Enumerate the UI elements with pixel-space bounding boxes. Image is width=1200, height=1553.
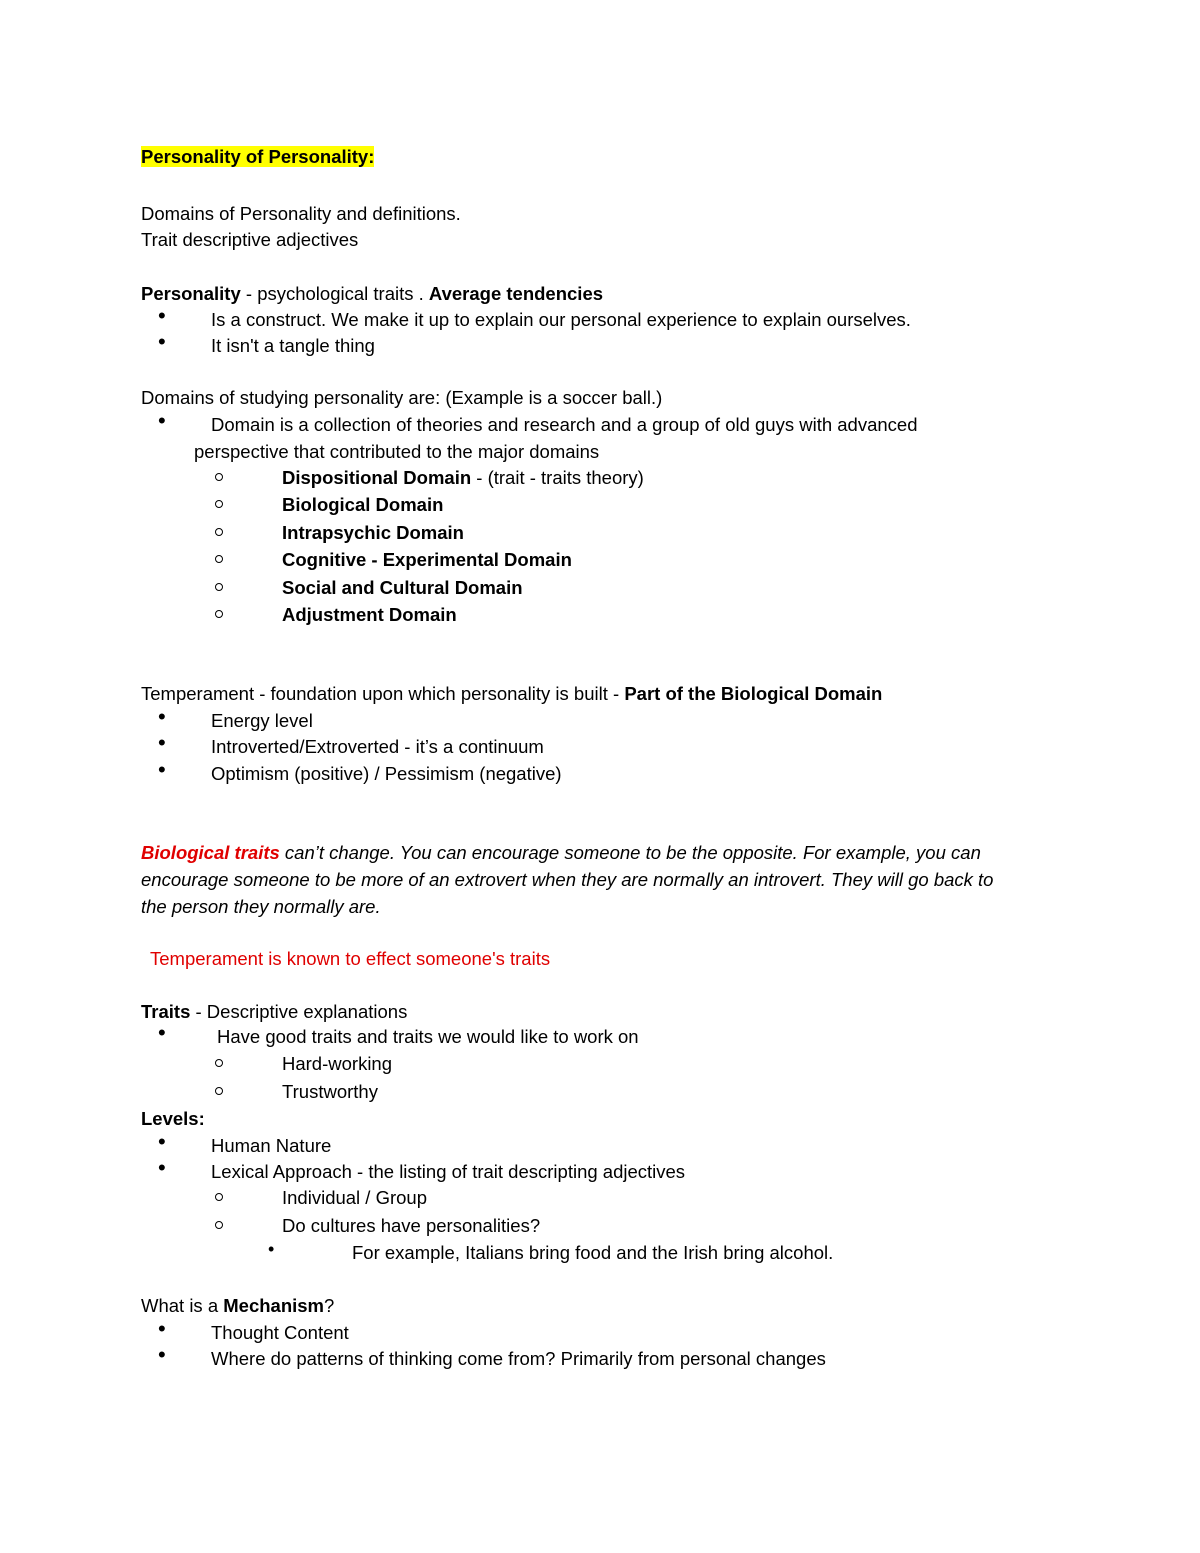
bullet-icon: • <box>268 1239 275 1259</box>
circle-bullet-icon <box>215 500 223 508</box>
domain-item-biological: Biological Domain <box>282 494 444 515</box>
bullet-icon: • <box>158 1129 166 1154</box>
mechanism-bullet-1: Thought Content <box>211 1322 349 1343</box>
traits-sub-1: Hard-working <box>282 1053 393 1074</box>
levels-bullet-2: Lexical Approach - the listing of trait descripting adjectives <box>211 1161 686 1182</box>
circle-bullet-icon <box>215 1193 223 1201</box>
bullet-icon: • <box>158 730 166 755</box>
domains-heading: Domains of studying personality are: (Example is a soccer ball.) <box>141 387 663 408</box>
levels-heading: Levels: <box>141 1108 205 1129</box>
bullet-icon: • <box>158 329 166 354</box>
circle-bullet-icon <box>215 473 223 481</box>
personality-bullet-2: It isn't a tangle thing <box>211 335 375 356</box>
circle-bullet-icon <box>215 528 223 536</box>
bullet-icon: • <box>158 757 166 782</box>
domain-item-social: Social and Cultural Domain <box>282 577 523 598</box>
circle-bullet-icon <box>215 610 223 618</box>
temperament-bullet-2: Introverted/Extroverted - it’s a continuum <box>211 736 544 757</box>
doc-title: Personality of Personality: <box>141 146 375 167</box>
bullet-icon: • <box>158 1316 166 1341</box>
levels-sub-1: Individual / Group <box>282 1187 428 1208</box>
levels-bullet-1: Human Nature <box>211 1135 332 1156</box>
domain-item-dispositional: Dispositional Domain - (trait - traits theory) <box>282 467 644 488</box>
levels-sub-2: Do cultures have personalities? <box>282 1215 541 1236</box>
domain-item-adjustment: Adjustment Domain <box>282 604 457 625</box>
temperament-bullet-1: Energy level <box>211 710 313 731</box>
bullet-icon: • <box>158 303 166 328</box>
temperament-bullet-3: Optimism (positive) / Pessimism (negative) <box>211 763 562 784</box>
bullet-icon: • <box>158 704 166 729</box>
domains-bullet-line-2: perspective that contributed to the major domains <box>194 441 600 462</box>
personality-bullet-1: Is a construct. We make it up to explain our personal experience to explain ourselves. <box>211 309 911 330</box>
domain-item-intrapsychic: Intrapsychic Domain <box>282 522 464 543</box>
traits-sub-2: Trustworthy <box>282 1081 378 1102</box>
domain-item-cognitive: Cognitive - Experimental Domain <box>282 549 572 570</box>
levels-subsub-1: For example, Italians bring food and the Irish bring alcohol. <box>352 1242 834 1263</box>
biological-line-3: the person they normally are. <box>141 896 381 917</box>
biological-line-1: Biological traits can’t change. You can encourage someone to be the opposite. For example, you can <box>141 842 981 863</box>
temperament-note: Temperament is known to effect someone's traits <box>150 948 551 969</box>
bullet-icon: • <box>158 1020 166 1045</box>
intro-line-2: Trait descriptive adjectives <box>141 229 359 250</box>
traits-bullet-1: Have good traits and traits we would like to work on <box>217 1026 639 1047</box>
temperament-heading: Temperament - foundation upon which personality is built - Part of the Biological Domain <box>141 683 883 704</box>
biological-line-2: encourage someone to be more of an extrovert when they are normally an introvert. They will go back to <box>141 869 994 890</box>
circle-bullet-icon <box>215 555 223 563</box>
traits-heading: Traits - Descriptive explanations <box>141 1001 408 1022</box>
personality-heading: Personality - psychological traits . Average tendencies <box>141 283 604 304</box>
circle-bullet-icon <box>215 1221 223 1229</box>
domains-bullet-line-1: Domain is a collection of theories and research and a group of old guys with advanced <box>211 414 918 435</box>
circle-bullet-icon <box>215 1087 223 1095</box>
bullet-icon: • <box>158 1342 166 1367</box>
bullet-icon: • <box>158 408 166 433</box>
intro-line-1: Domains of Personality and definitions. <box>141 203 461 224</box>
mechanism-bullet-2: Where do patterns of thinking come from? Primarily from personal changes <box>211 1348 826 1369</box>
bullet-icon: • <box>158 1155 166 1180</box>
mechanism-heading: What is a Mechanism? <box>141 1295 335 1316</box>
circle-bullet-icon <box>215 1059 223 1067</box>
circle-bullet-icon <box>215 583 223 591</box>
